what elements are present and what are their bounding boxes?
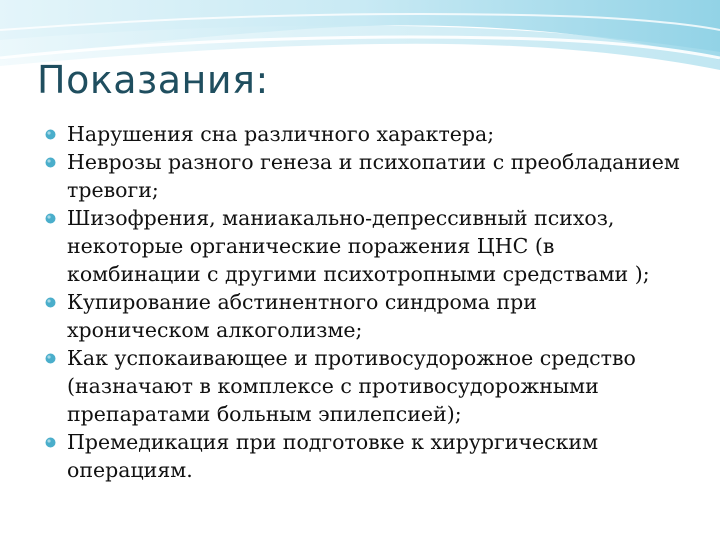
list-item-line: Неврозы разного генеза и психопатии с преобладанием (67, 150, 680, 174)
list-item-line: Как успокаивающее и противосудорожное средство (67, 346, 636, 370)
list-item-line: некоторые органические поражения ЦНС (в (67, 234, 555, 258)
list-item-line: Нарушения сна различного характера; (67, 122, 495, 146)
list-item-line: тревоги; (67, 178, 159, 202)
circle-bullet-icon (45, 353, 56, 364)
list-item-line: комбинации с другими психотропными средствами ); (67, 262, 650, 286)
list-item-line: Купирование абстинентного синдрома при (67, 290, 537, 314)
list-item (45, 204, 705, 288)
list-item (45, 148, 705, 204)
list-item-line: препаратами больным эпилепсией); (67, 402, 462, 426)
circle-bullet-icon (45, 129, 56, 140)
list-item (45, 344, 705, 428)
list-item-line: хроническом алкоголизме; (67, 318, 363, 342)
list-item (45, 428, 705, 484)
list-item-line: (назначают в комплексе с противосудорожными (67, 374, 599, 398)
list-item-line: Шизофрения, маниакально-депрессивный психоз, (67, 206, 615, 230)
list-item-line: Премедикация при подготовке к хирургическим (67, 430, 599, 454)
list-item (45, 288, 705, 344)
circle-bullet-icon (45, 213, 56, 224)
circle-bullet-icon (45, 157, 56, 168)
circle-bullet-icon (45, 297, 56, 308)
circle-bullet-icon (45, 437, 56, 448)
bullet-list (45, 120, 705, 484)
list-item-line: операциям. (67, 458, 193, 482)
list-item (45, 120, 705, 148)
slide-title: Показания: (37, 58, 269, 102)
